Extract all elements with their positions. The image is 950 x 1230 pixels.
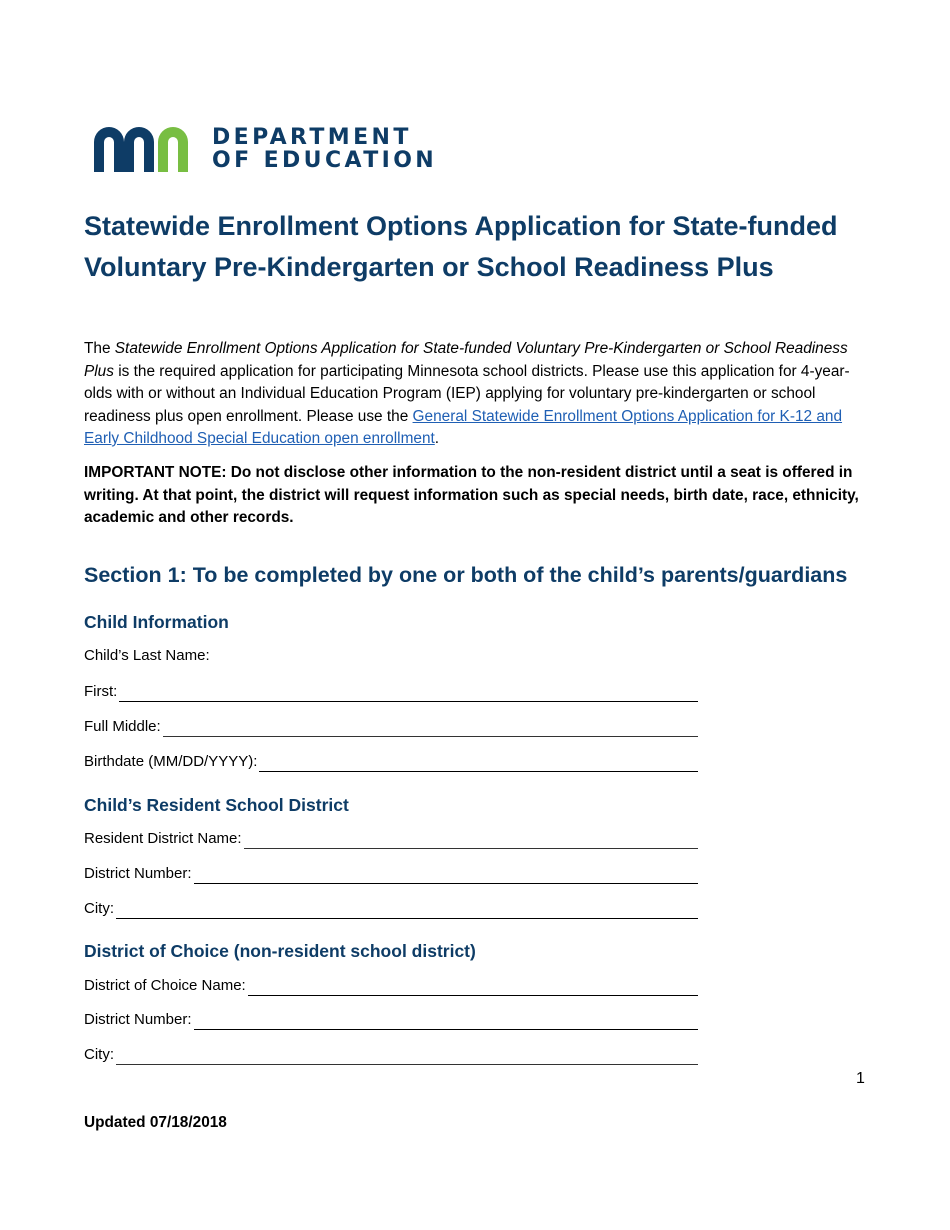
intro-paragraph <box>84 338 874 451</box>
general-application-link[interactable]: General Statewide Enrollment Options Application for K-12 and Early Childhood Special Education open enrollment <box>84 407 843 447</box>
choice-city-field[interactable] <box>84 1045 698 1065</box>
choice-district-name-field[interactable] <box>84 976 698 996</box>
resident-district-name-line[interactable] <box>244 833 698 849</box>
logo-line-2: OF EDUCATION <box>212 148 438 173</box>
resident-district-name-label: Resident District Name: <box>84 830 242 847</box>
choice-district-heading: District of Choice (non-resident school district) <box>84 941 476 961</box>
resident-district-name-field[interactable] <box>84 829 698 849</box>
updated-date-footer: Updated 07/18/2018 <box>84 1114 227 1131</box>
resident-district-number-line[interactable] <box>194 868 698 884</box>
choice-district-name-line[interactable] <box>248 980 698 996</box>
choice-district-name-label: District of Choice Name: <box>84 977 246 994</box>
resident-city-label: City: <box>84 900 114 917</box>
choice-city-line[interactable] <box>116 1049 698 1065</box>
page-number: 1 <box>856 1070 865 1087</box>
child-first-name-field[interactable] <box>84 682 698 702</box>
child-middle-name-field[interactable] <box>84 717 698 737</box>
middle-name-line[interactable] <box>163 721 698 737</box>
intro-application-name: Statewide Enrollment Options Application for State-funded Voluntary Pre-Kindergarten or School Readiness Plus <box>84 340 848 380</box>
birthdate-line[interactable] <box>259 756 698 772</box>
child-birthdate-field[interactable] <box>84 752 698 772</box>
first-name-label: First: <box>84 683 118 700</box>
resident-city-field[interactable] <box>84 899 698 919</box>
mn-logo-icon <box>94 126 198 172</box>
choice-district-number-line[interactable] <box>194 1014 698 1030</box>
resident-city-line[interactable] <box>116 903 698 919</box>
birthdate-label: Birthdate (MM/DD/YYYY): <box>84 753 258 770</box>
intro-text-1: The <box>84 340 115 357</box>
document-title: Statewide Enrollment Options Application for State-funded Voluntary Pre-Kindergarten or School Readiness Plus <box>84 211 838 282</box>
resident-district-number-label: District Number: <box>84 865 192 882</box>
mde-logo <box>94 126 437 172</box>
important-note: IMPORTANT NOTE: Do not disclose other information to the non-resident district until a seat is offered in writing. At that point, the district will request information such as special needs, birth date, race, ethnicity, academic and other records. <box>84 464 859 526</box>
logo-line-1: DEPARTMENT <box>212 125 412 150</box>
choice-city-label: City: <box>84 1046 114 1063</box>
child-last-name-label: Child’s Last Name: <box>84 647 210 664</box>
intro-text-3: . <box>434 430 440 447</box>
resident-district-number-field[interactable] <box>84 864 698 884</box>
child-information-heading: Child Information <box>84 612 229 632</box>
first-name-line[interactable] <box>119 686 698 702</box>
choice-district-number-label: District Number: <box>84 1011 192 1028</box>
section-1-heading: Section 1: To be completed by one or both of the child’s parents/guardians <box>84 563 848 587</box>
choice-district-number-field[interactable] <box>84 1010 698 1030</box>
resident-district-heading: Child’s Resident School District <box>84 795 349 815</box>
intro-text-2: is the required application for participating Minnesota school districts. Please use this application for 4-year-olds with or without an Individual Education Program (IEP) applying for voluntary pre-kindergarten or school readiness plus open enrollment. Please use the <box>84 362 850 425</box>
middle-name-label: Full Middle: <box>84 718 161 735</box>
